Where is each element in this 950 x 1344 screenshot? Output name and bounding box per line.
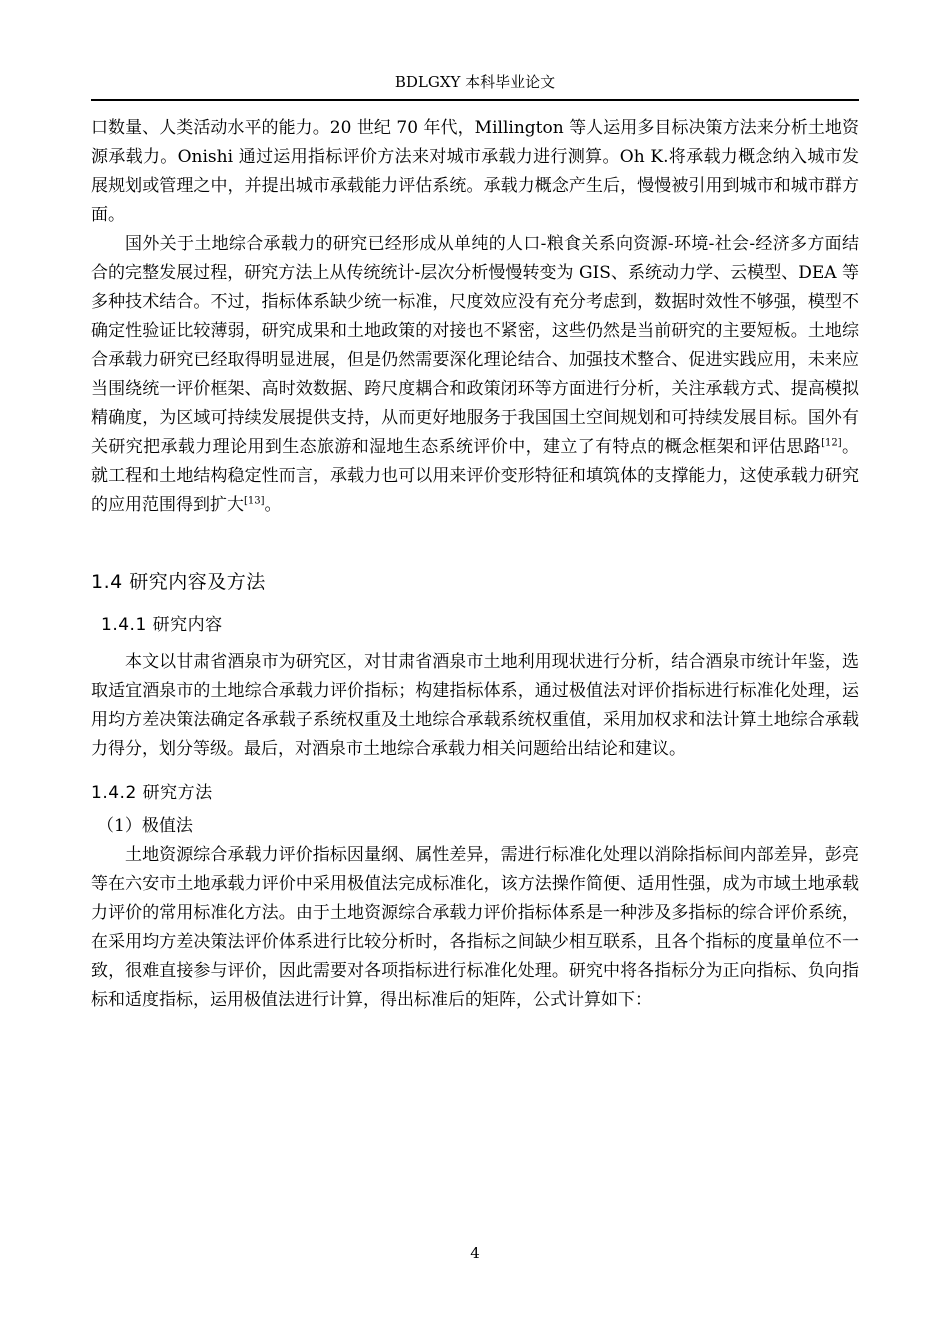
page-body xyxy=(91,114,859,1015)
paragraph-research-content: 本文以甘肃省酒泉市为研究区，对甘肃省酒泉市土地利用现状进行分析，结合酒泉市统计年鉴，选取适宜酒泉市的土地综合承载力评价指标；构建指标体系，通过极值法对评价指标进行标准化处理，运用均方差决策法确定各承载子系统权重及土地综合承载系统权重值，采用加权求和法计算土地综合承载力得分，划分等级。最后，对酒泉市土地综合承载力相关问题给出结论和建议。 xyxy=(91,652,859,759)
list-item-extreme-value-method: （1）极值法 xyxy=(97,816,193,836)
citation-13: [13] xyxy=(244,495,265,507)
paragraph-foreign-research xyxy=(91,230,859,520)
paragraph-text: 。就工程和土地结构稳定性而言，承载力也可以用来评价变形特征和填筑体的支撑能力，这使承载力研究的应用范围得到扩大 xyxy=(91,437,860,515)
header-rule xyxy=(91,99,859,101)
paragraph-continued: 口数量、人类活动水平的能力。20 世纪 70 年代，Millington 等人运用多目标决策方法来分析土地资源承载力。Onishi 通过运用指标评价方法来对城市承载力进行测算。Oh K.将承载力概念纳入城市发展规划或管理之中，并提出城市承载能力评估系统。承载力概念产生后，慢慢被引用到城市和城市群方面。 xyxy=(91,118,859,225)
citation-12: [12] xyxy=(821,437,842,449)
paragraph-text: 。 xyxy=(264,495,282,515)
section-heading-1-4: 1.4 研究内容及方法 xyxy=(91,571,266,593)
page-number: 4 xyxy=(470,1244,480,1262)
paragraph-text: 国外关于土地综合承载力的研究已经形成从单纯的人口-粮食关系向资源-环境-社会-经济多方面结合的完整发展过程，研究方法上从传统统计-层次分析慢慢转变为 GIS、系统动力学、云模型、DEA 等多种技术结合。不过，指标体系缺少统一标准，尺度效应没有充分考虑到，数据时效性不够强，模型不确定性验证比较薄弱，研究成果和土地政策的对接也不紧密，这些仍然是当前研究的主要短板。土地综合承载力研究已经取得明显进展，但是仍然需要深化理论结合、加强技术整合、促进实践应用，未来应当围绕统一评价框架、高时效数据、跨尺度耦合和政策闭环等方面进行分析，关注承载方式、提高模拟精确度，为区域可持续发展提供支持，从而更好地服务于我国国土空间规划和可持续发展目标。国外有关研究把承载力理论用到生态旅游和湿地生态系统评价中，建立了有特点的概念框架和评估思路 xyxy=(91,234,859,457)
subsection-heading-1-4-1: 1.4.1 研究内容 xyxy=(101,615,223,635)
paragraph-extreme-value-method: 土地资源综合承载力评价指标因量纲、属性差异，需进行标准化处理以消除指标间内部差异，彭亮等在六安市土地承载力评价中采用极值法完成标准化，该方法操作简便、适用性强，成为市域土地承载力评价的常用标准化方法。由于土地资源综合承载力评价指标体系是一种涉及多指标的综合评价系统，在采用均方差决策法评价体系进行比较分析时，各指标之间缺少相互联系，且各个指标的度量单位不一致，很难直接参与评价，因此需要对各项指标进行标准化处理。研究中将各指标分为正向指标、负向指标和适度指标，运用极值法进行计算，得出标准后的矩阵，公式计算如下： xyxy=(91,845,859,1010)
subsection-heading-1-4-2: 1.4.2 研究方法 xyxy=(91,783,213,803)
running-header: BDLGXY 本科毕业论文 xyxy=(394,73,556,91)
